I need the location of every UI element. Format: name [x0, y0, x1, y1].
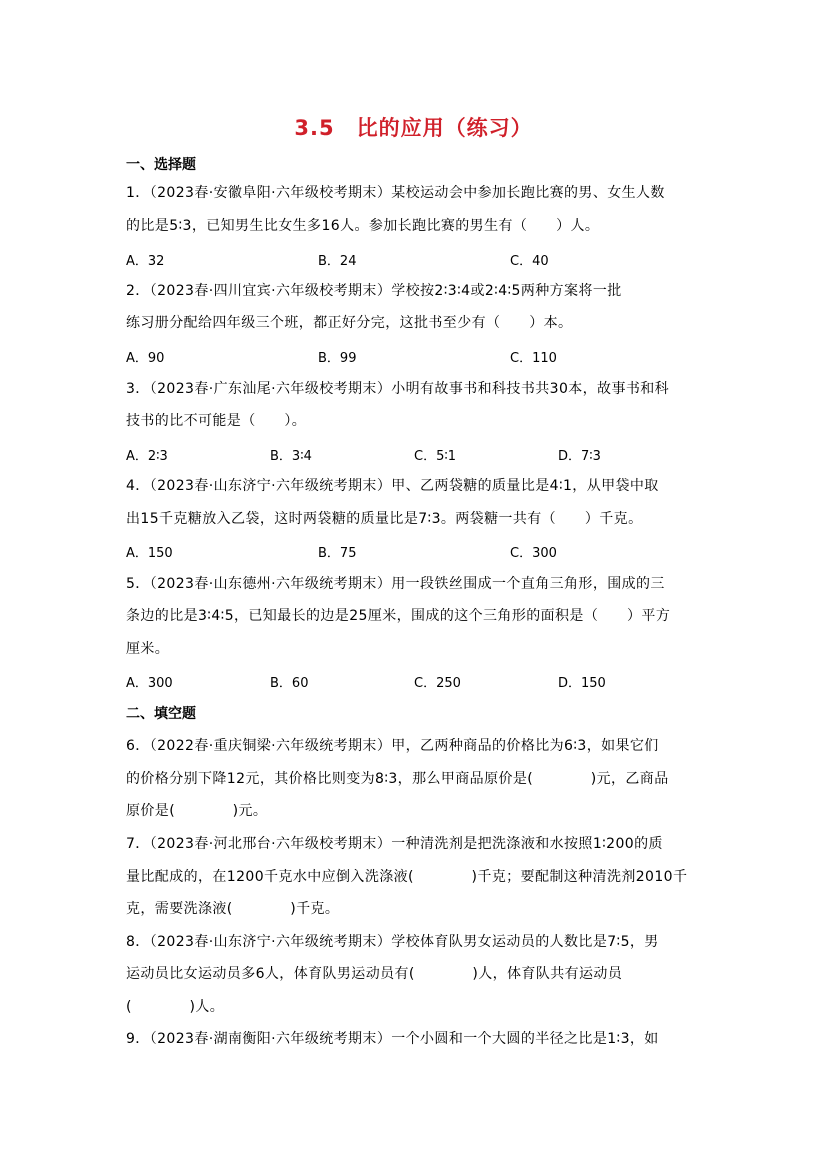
question-text-line: 技书的比不可能是（ ）。	[126, 413, 307, 429]
options-row	[126, 250, 706, 270]
option-c: C．300	[510, 546, 557, 561]
question-text-line: 2．（2023春·四川宜宾·六年级校考期末）学校按2∶3∶4或2∶4∶5两种方案将一批	[126, 283, 622, 299]
option-b: B．99	[318, 351, 357, 366]
option-d: D．150	[558, 676, 606, 691]
question-text-line: 条边的比是3∶4∶5，已知最长的边是25厘米，围成的这个三角形的面积是（ ）平方	[126, 608, 671, 624]
option-c: C．250	[414, 676, 461, 691]
options-row	[126, 347, 706, 367]
question-text-line: 出15千克糖放入乙袋，这时两袋糖的质量比是7∶3。两袋糖一共有（ ）千克。	[126, 511, 643, 527]
option-c: C．40	[510, 254, 549, 269]
question-text-line: 5．（2023春·山东德州·六年级统考期末）用一段铁丝围成一个直角三角形，围成的三	[126, 576, 665, 592]
options-row	[126, 445, 706, 465]
options-row	[126, 542, 706, 562]
question-text-line: 3．（2023春·广东汕尾·六年级校考期末）小明有故事书和科技书共30本，故事书和科	[126, 381, 670, 397]
option-a: A．150	[126, 546, 173, 561]
question-text-line: 8．（2023春·山东济宁·六年级统考期末）学校体育队男女运动员的人数比是7∶5，男	[126, 934, 659, 950]
option-a: A．90	[126, 351, 165, 366]
option-d: D．7∶3	[558, 449, 601, 464]
question-text-line: 量比配成的，在1200千克水中应倒入洗涤液( )千克；要配制这种清洗剂2010千	[126, 869, 688, 885]
question-text-line: 9．（2023春·湖南衡阳·六年级统考期末）一个小圆和一个大圆的半径之比是1∶3，如	[126, 1031, 659, 1047]
question-text-line: 的价格分别下降12元，其价格比则变为8∶3，那么甲商品原价是( )元，乙商品	[126, 771, 669, 787]
question-text-line: 7．（2023春·河北邢台·六年级校考期末）一种清洗剂是把洗涤液和水按照1∶200的质	[126, 836, 663, 852]
option-c: C．110	[510, 351, 557, 366]
option-a: A．300	[126, 676, 173, 691]
option-c: C．5∶1	[414, 449, 457, 464]
option-b: B．3∶4	[270, 449, 312, 464]
question-text-line: 4．（2023春·山东济宁·六年级统考期末）甲、乙两袋糖的质量比是4∶1，从甲袋中取	[126, 478, 659, 494]
question-text-line: ( )人。	[126, 999, 225, 1015]
question-text-line: 1．（2023春·安徽阜阳·六年级校考期末）某校运动会中参加长跑比赛的男、女生人数	[126, 185, 665, 201]
option-b: B．60	[270, 676, 309, 691]
options-row	[126, 672, 706, 692]
option-a: A．32	[126, 254, 165, 269]
option-a: A．2∶3	[126, 449, 168, 464]
question-text-line: 运动员比女运动员多6人，体育队男运动员有( )人，体育队共有运动员	[126, 966, 623, 982]
question-text-line: 厘米。	[126, 641, 170, 657]
question-text-line: 的比是5∶3，已知男生比女生多16人。参加长跑比赛的男生有（ ）人。	[126, 218, 600, 234]
section-heading-choice: 一、选择题	[126, 157, 196, 173]
option-b: B．75	[318, 546, 357, 561]
question-text-line: 原价是( )元。	[126, 803, 268, 819]
page-title: 3.5 比的应用（练习）	[294, 116, 533, 140]
question-text-line: 6．（2022春·重庆铜梁·六年级统考期末）甲，乙两种商品的价格比为6∶3，如果它们	[126, 738, 659, 754]
question-text-line: 练习册分配给四年级三个班，都正好分完，这批书至少有（ ）本。	[126, 315, 573, 331]
section-heading-fill: 二、填空题	[126, 706, 196, 722]
question-text-line: 克，需要洗涤液( )千克。	[126, 901, 340, 917]
option-b: B．24	[318, 254, 357, 269]
